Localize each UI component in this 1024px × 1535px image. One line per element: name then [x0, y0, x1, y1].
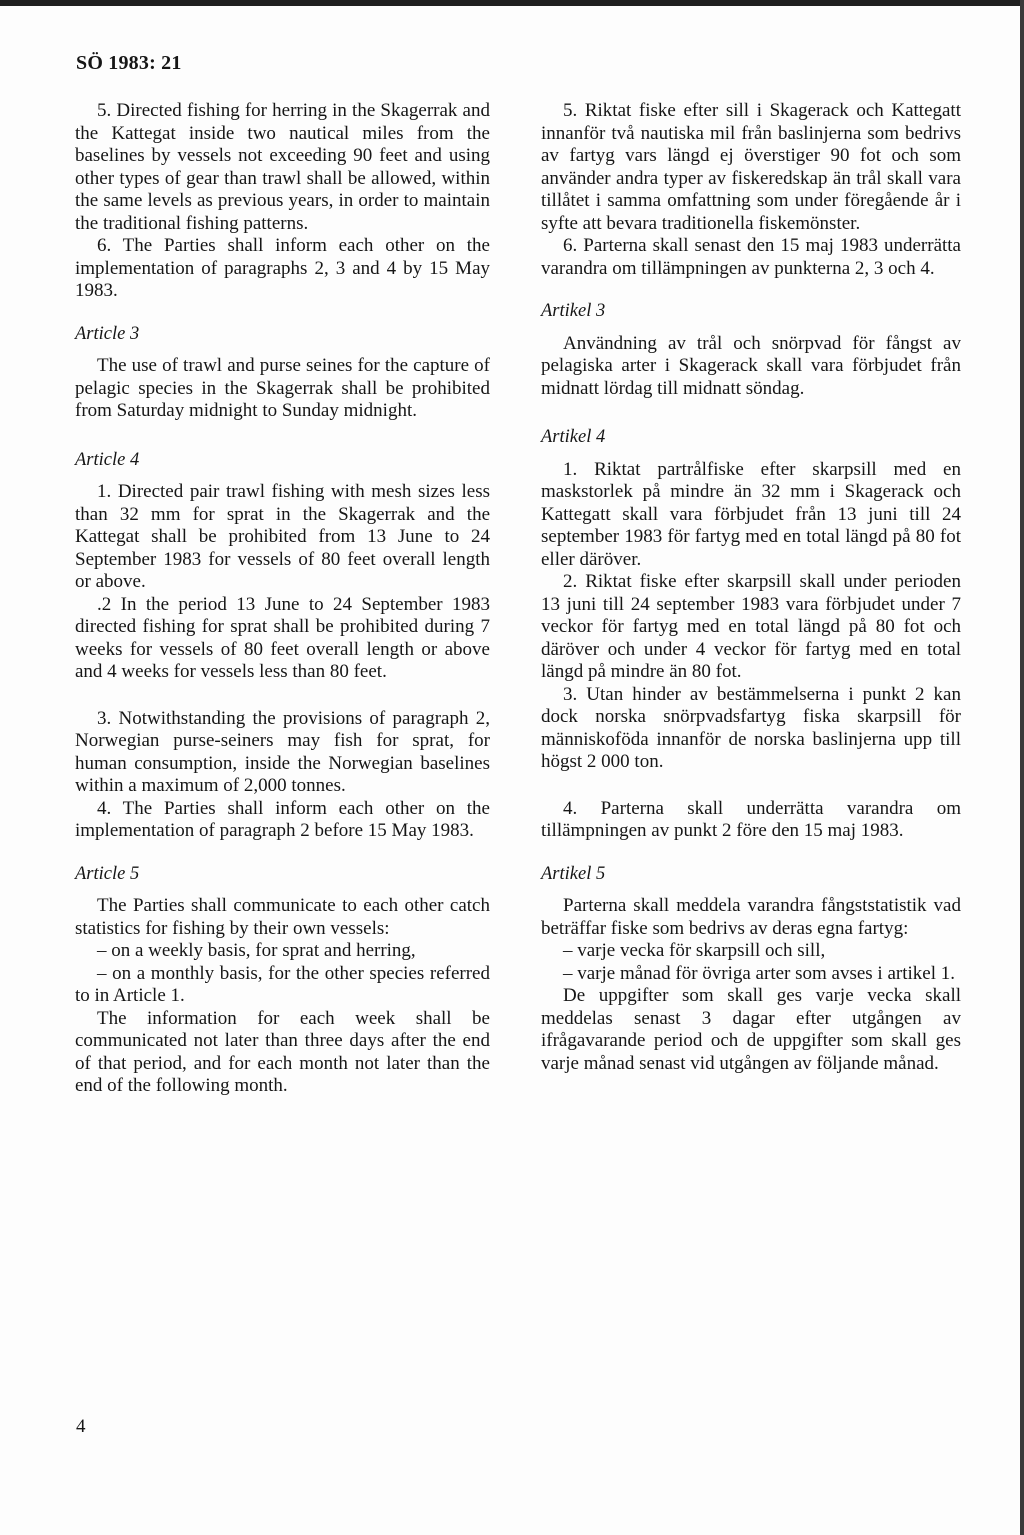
en-article-3-text: The use of trawl and purse seines for the capture of pelagic species in the Skagerrak shall be prohibited from Saturday midnight to Sunday midnight. — [75, 355, 490, 421]
sv-article-5-dash-2: – varje månad för övriga arter som avses i artikel 1. — [563, 962, 955, 984]
en-article-4-para-4: 4. The Parties shall inform each other on the implementation of paragraph 2 before 15 May 1983. — [75, 797, 490, 841]
sv-article-4-heading: Artikel 4 — [541, 427, 606, 447]
sv-article-4-para-1: 1. Riktat partrålfiske efter skarpsill med en maskstorlek på mindre än 32 mm i Skagerack och Kattegatt skall vara förbjudet från 13 juni till 24 september 1983 för fartyg med en total längd på 80 fot eller däröver. — [541, 458, 961, 570]
en-article-4-para-3: 3. Notwithstanding the provisions of paragraph 2, Norwegian purse-seiners may fish for sprat, for human consumption, inside the Norwegian baselines within a maximum of 2,000 tonnes. — [75, 707, 490, 796]
en-article-5-dash-2: – on a monthly basis, for the other species referred to in Article 1. — [75, 962, 490, 1006]
sv-paragraph-5: 5. Riktat fiske efter sill i Skagerack och Kattegatt innanför två nautiska mil från baslinjerna som bedrivs av fartyg vars längd ej överstiger 90 fot och som använder andra typer av fiskeredskap än trål skall vara tillåtet i samma omfattning som under föregående år i syfte att bevara traditionella fiskemönster. — [541, 100, 961, 234]
english-column — [75, 100, 490, 1098]
sv-article-5-para-2: De uppgifter som skall ges varje vecka skall meddelas senast 3 dagar efter utgången av ifrågavarande period och de uppgifter som skall ges varje månad senast vid utgången av följande månad. — [541, 985, 961, 1074]
en-article-4-para-2: .2 In the period 13 June to 24 September 1983 directed fishing for sprat shall be prohibited during 7 weeks for vessels of 80 feet overall length or above and 4 weeks for vessels less than 80 feet. — [75, 593, 490, 682]
en-article-4-heading: Article 4 — [75, 449, 140, 470]
swedish-column — [541, 100, 961, 1075]
sv-article-4-para-3: 3. Utan hinder av bestämmelserna i punkt 2 kan dock norska snörpvadsfartyg fiska skarpsill för människoföda innanför de norska baslinjerna upp till högst 2 000 ton. — [541, 683, 961, 772]
sv-article-5-dash-1: – varje vecka för skarpsill och sill, — [563, 940, 826, 961]
sv-article-4-para-2: 2. Riktat fiske efter skarpsill skall under perioden 13 juni till 24 september 1983 vara förbjudet under 7 veckor för fartyg med en total längd på 80 fot och däröver och under 4 veckor för fartyg med en total längd på mindre än 80 fot. — [541, 571, 961, 682]
sv-paragraph-6: 6. Parterna skall senast den 15 maj 1983 underrätta varandra om tillämpningen av punkterna 2, 3 och 4. — [541, 235, 961, 279]
document-reference: SÖ 1983: 21 — [76, 52, 182, 74]
en-paragraph-6: 6. The Parties shall inform each other on the implementation of paragraphs 2, 3 and 4 by 15 May 1983. — [75, 235, 490, 301]
en-article-3-heading: Article 3 — [75, 323, 140, 344]
sv-article-5-para-1: Parterna skall meddela varandra fångststatistik vad beträffar fiske som bedrivs av deras egna fartyg: — [541, 895, 961, 939]
sv-article-3-heading: Artikel 3 — [541, 301, 606, 321]
en-article-5-heading: Article 5 — [75, 863, 140, 884]
page-number: 4 — [76, 1416, 86, 1437]
en-article-5-dash-1: – on a weekly basis, for sprat and herring, — [97, 940, 416, 961]
sv-article-3-text: Användning av trål och snörpvad för fångst av pelagiska arter i Skagerack skall vara förbjudet från midnatt lördag till midnatt söndag. — [541, 332, 961, 399]
sv-article-4-para-4: 4. Parterna skall underrätta varandra om tillämpningen av punkt 2 före den 15 maj 1983. — [541, 797, 961, 841]
en-paragraph-5: 5. Directed fishing for herring in the Skagerrak and the Kattegat inside two nautical miles from the baselines by vessels not exceeding 90 feet and using other types of gear than trawl shall be allowed, within the same levels as previous years, in order to maintain the traditional fishing patterns. — [75, 100, 490, 234]
sv-article-5-heading: Artikel 5 — [541, 863, 606, 884]
right-border — [1020, 0, 1024, 1535]
top-border — [0, 0, 1024, 6]
en-article-4-para-1: 1. Directed pair trawl fishing with mesh sizes less than 32 mm for sprat in the Skagerrak and the Kattegat shall be prohibited from 13 June to 24 September 1983 for vessels of 80 feet overall length or above. — [75, 481, 490, 592]
en-article-5-para-1: The Parties shall communicate to each other catch statistics for fishing by their own vessels: — [75, 895, 490, 939]
en-article-5-para-2: The information for each week shall be communicated not later than three days after the end of that period, and for each month not later than the end of the following month. — [75, 1007, 490, 1096]
